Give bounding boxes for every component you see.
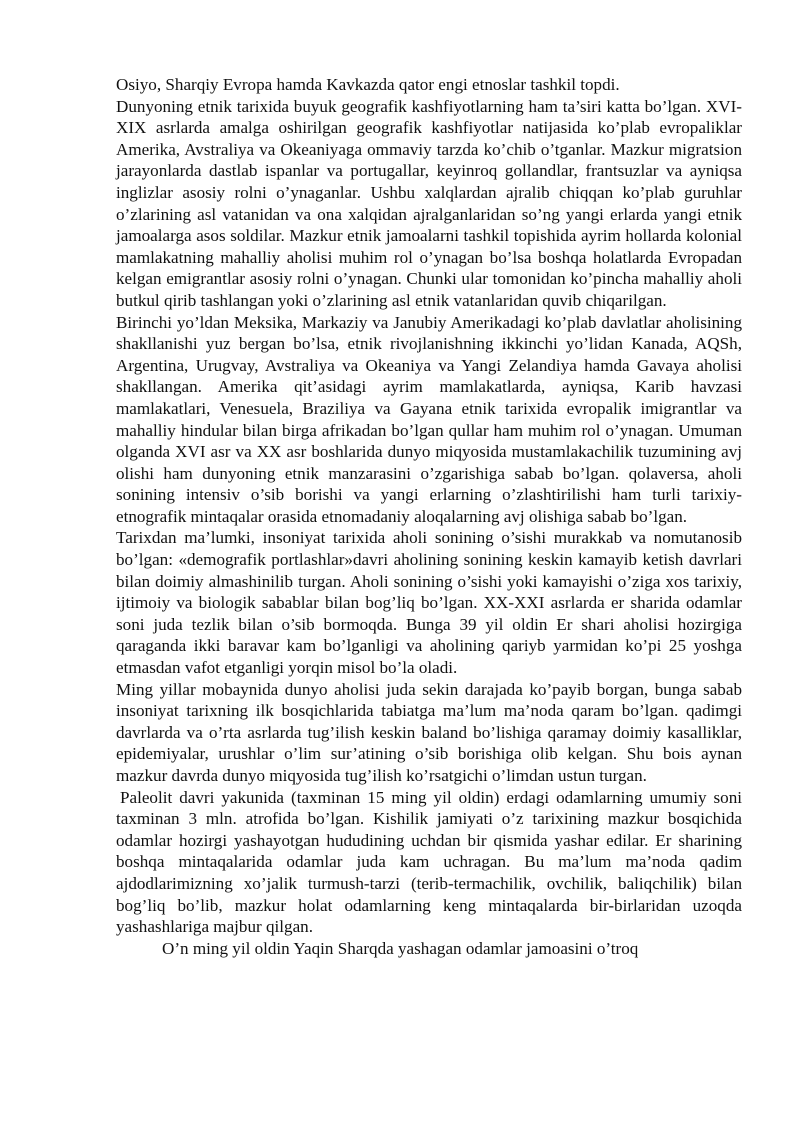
paragraph-6: Paleolit davri yakunida (taxminan 15 ming yil oldin) erdagi odamlarning umumiy soni taxminan 3 mln. atrofida bo’lgan. Kishilik jamiyati o’z tarixining mazkur bosqichida odamlar hozirgi yashayotgan hududining uchdan bir qismida yashar edilar. Er sharining boshqa mintaqalarida odamlar juda kam uchragan. Bu ma’lum ma’noda qadim ajdodlarimizning xo’jalik turmush-tarzi (terib-termachilik, ovchilik, baliqchilik) bilan bog’liq bo’lib, mazkur holat odamlarning keng mintaqalarda bir-birlaridan uzoqda yashashlariga majbur qilgan.: [116, 787, 742, 937]
paragraph-4: Tarixdan ma’lumki, insoniyat tarixida aholi sonining o’sishi murakkab va nomutanosib bo’lgan: «demografik portlashlar»davri aholining sonining keskin kamayib ketish davrlari bilan doimiy almashinilib turgan. Aholi sonining o’sishi yoki kamayishi o’ziga xos tarixiy, ijtimoiy va biologik sabablar bilan bog’liq bo’lgan. XX-XXI asrlarda er sharida odamlar soni juda tezlik bilan o’sib bormoqda. Bunga 39 yil oldin Er shari aholisi hozirgiga qaraganda ikki baravar kam bo’lganligi va aholining qariyb yarmidan ko’pi 25 yoshga etmasdan vafot etganligi yorqin misol bo’la oladi.: [116, 528, 742, 678]
paragraph-3: Birinchi yo’ldan Meksika, Markaziy va Janubiy Amerikadagi ko’plab davlatlar aholisining shakllanishi yuz bergan bo’lsa, etnik rivojlanishning ikkinchi yo’lidan Kanada, AQSh, Argentina, Urugvay, Avstraliya va Okeaniya va Yangi Zelandiya hamda Gavaya aholisi shakllangan. Amerika qit’asidagi ayrim mamlakatlarda, ayniqsa, Karib havzasi mamlakatlari, Venesuela, Braziliya va Gayana etnik tarixida evropalik imigrantlar va mahalliy hindular bilan birga afrikadan bo’lgan qullar ham muhim rol o’ynagan. Umuman olganda XVI asr va XX asr boshlarida dunyo miqyosida mustamlakachilik tuzumining avj olishi ham dunyoning etnik manzarasini o’zgarishiga sabab bo’lgan. qolaversa, aholi sonining intensiv o’sib borishi va yangi erlarning o’zlashtirilishi ham turli tarixiy-etnografik mintaqalar orasida etnomadaniy aloqalarning avj olishiga sabab bo’lgan.: [116, 312, 742, 526]
paragraph-1: Osiyo, Sharqiy Evropa hamda Kavkazda qator engi etnoslar tashkil topdi.: [116, 75, 620, 94]
paragraph-5: Ming yillar mobaynida dunyo aholisi juda sekin darajada ko’payib borgan, bunga sabab insoniyat tarixning ilk bosqichlarida tabiatga ma’lum ma’noda qaram bo’lgan. qadimgi davrlarda va o’rta asrlarda tug’ilish keskin baland bo’lishiga qaramay doimiy kasalliklar, epidemiyalar, urushlar o’lim sur’atining o’sib borishiga olib kelgan. Shu bois aynan mazkur davrda dunyo miqyosida tug’ilish ko’rsatgichi o’limdan ustun turgan.: [116, 679, 742, 785]
document-page: [116, 74, 742, 959]
paragraph-7: O’n ming yil oldin Yaqin Sharqda yashagan odamlar jamoasini o’troq: [162, 938, 639, 958]
paragraph-2: Dunyoning etnik tarixida buyuk geografik kashfiyotlarning ham ta’siri katta bo’lgan. XVI-XIX asrlarda amalga oshirilgan geografik kashfiyotlar natijasida ko’plab evropaliklar Amerika, Avstraliya va Okeaniyaga ommaviy tarzda ko’chib o’tganlar. Mazkur migratsion jarayonlarda dastlab ispanlar va portugallar, keyinroq gollandlar, frantsuzlar va ayniqsa inglizlar asosiy rolni o’ynaganlar. Ushbu xalqlardan ajralib chiqqan ko’plab guruhlar o’zlarining asl vatanidan va ona xalqidan ajralganlaridan so’ng yangi erlarda yangi etnik jamoalarga asos soldilar. Mazkur etnik jamoalarni tashkil topishida ayrim hollarda kolonial mamlakatning mahalliy aholisi muhim rol o’ynagan bo’lsa boshqa holatlarda Evropadan kelgan emigrantlar asosiy rolni o’ynagan. Chunki ular tomonidan ko’pincha mahalliy aholi butkul qirib tashlangan yoki o’zlarining asl etnik vatanlaridan quvib chiqarilgan.: [116, 96, 742, 310]
